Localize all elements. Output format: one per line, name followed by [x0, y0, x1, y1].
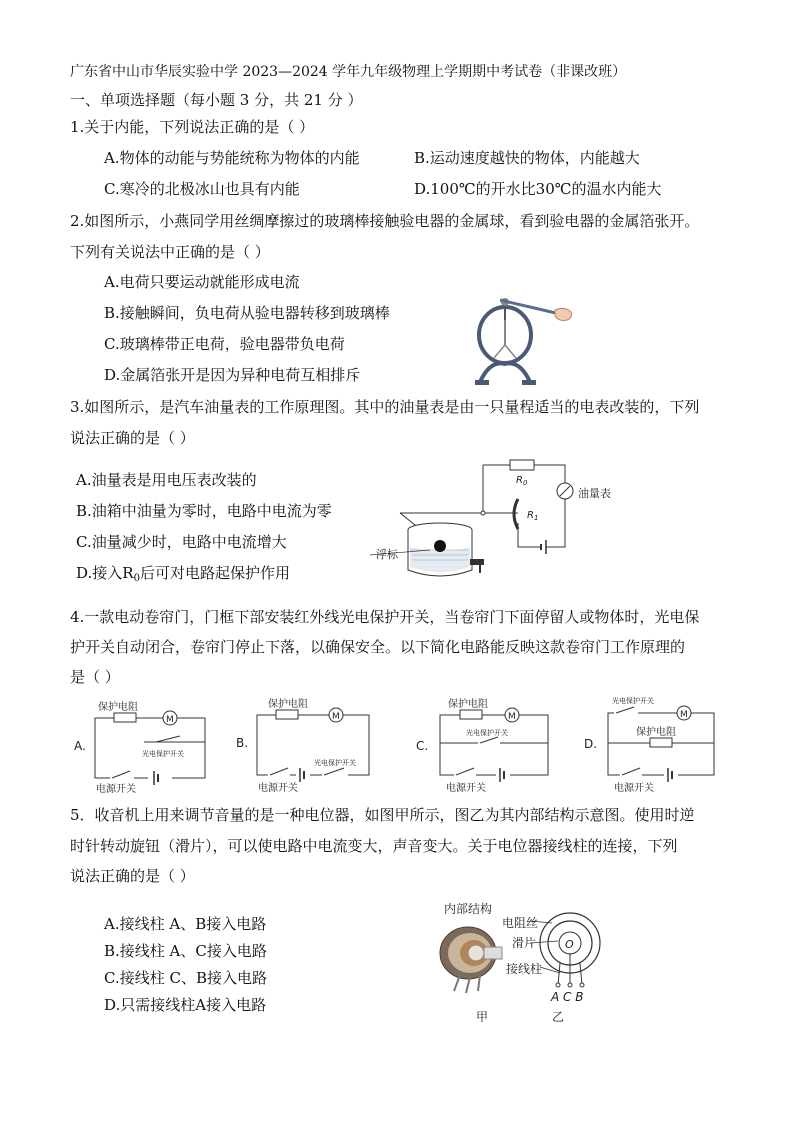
q4-stem-line2: 护开关自动闭合，卷帘门停止下落，以确保安全。以下简化电路能反映这款卷帘门工作原理的 [70, 638, 686, 656]
q1-option-b[interactable]: B.运动速度越快的物体，内能越大 [414, 149, 640, 167]
fig-jia-label: 甲 [476, 1010, 489, 1024]
fig-float-label: 浮标 [376, 548, 398, 561]
q1-option-c[interactable]: C.寒冷的北极冰山也具有内能 [104, 180, 300, 198]
svg-text:保护电阻: 保护电阻 [98, 702, 138, 713]
q3-option-c[interactable]: C.油量减少时，电路中电流增大 [76, 533, 287, 551]
q2-stem-line2: 下列有关说法中正确的是（ ） [70, 243, 270, 261]
q2-stem-line1: 2.如图所示，小燕同学用丝绸摩擦过的玻璃棒接触验电器的金属球，看到验电器的金属箔张开。 [70, 212, 700, 230]
q2-option-a[interactable]: A.电荷只要运动就能形成电流 [104, 273, 300, 291]
q4-stem-line1: 4.一款电动卷帘门，门框下部安装红外线光电保护开关，当卷帘门下面停留人或物体时，光电保 [70, 608, 700, 626]
fig-r1-label: $R_1$ [527, 510, 539, 522]
circuit-d-label: D. [584, 737, 598, 751]
q1-option-a[interactable]: A.物体的动能与势能统称为物体的内能 [104, 149, 360, 167]
q3-option-d-pre: D.接入R [76, 564, 134, 582]
fig-gauge-label: 油量表 [578, 487, 611, 500]
svg-text:M: M [680, 710, 688, 720]
r0-resistor [510, 460, 534, 470]
circuit-a[interactable] [70, 700, 220, 795]
fuel-gauge-figure [370, 455, 650, 585]
fig-slider-label: 滑片 [512, 936, 537, 950]
fig-yi-label: 乙 [552, 1010, 565, 1024]
q1-option-d[interactable]: D.100℃的开水比30℃的温水内能大 [414, 180, 662, 198]
svg-text:M: M [166, 715, 174, 725]
q5-option-c[interactable]: C.接线柱 C、B接入电路 [104, 969, 267, 987]
q5-stem-line3: 说法正确的是（ ） [70, 867, 195, 885]
svg-text:电源开关: 电源开关 [446, 783, 486, 794]
q5-option-d[interactable]: D.只需接线柱A接入电路 [104, 996, 267, 1014]
svg-text:光电保护开关: 光电保护开关 [612, 697, 654, 705]
svg-text:保护电阻: 保护电阻 [636, 727, 676, 738]
q2-option-d[interactable]: D.金属箔张开是因为异种电荷互相排斥 [104, 366, 361, 384]
circuit-a-label: A. [74, 739, 86, 753]
svg-text:M: M [508, 712, 516, 722]
q4-stem-line3: 是（ ） [70, 668, 120, 686]
fig-terminal-label: 接线柱 [506, 962, 543, 976]
q5-option-b[interactable]: B.接线柱 A、C接入电路 [104, 942, 267, 960]
svg-text:电源开关: 电源开关 [258, 783, 298, 794]
q3-option-d-sub: 0 [133, 573, 140, 584]
q3-option-b[interactable]: B.油箱中油量为零时，电路中电流为零 [76, 502, 332, 520]
svg-text:电源开关: 电源开关 [614, 783, 654, 794]
circuit-c[interactable] [412, 695, 562, 795]
circuit-d[interactable] [580, 693, 730, 795]
q2-option-c[interactable]: C.玻璃棒带正电荷，验电器带负电荷 [104, 335, 345, 353]
q3-option-d[interactable] [76, 563, 290, 589]
q3-option-a[interactable]: A.油量表是用电压表改装的 [76, 471, 257, 489]
circuit-b-label: B. [236, 736, 249, 750]
svg-text:O: O [565, 938, 574, 951]
q3-option-d-post: 后可对电路起保护作用 [139, 564, 290, 582]
svg-text:电源开关: 电源开关 [96, 784, 136, 795]
fig-r0-label: $R_0$ [516, 475, 528, 487]
q3-stem-line1: 3.如图所示，是汽车油量表的工作原理图。其中的油量表是由一只量程适当的电表改装的，下列 [70, 398, 700, 416]
q5-stem-line2: 时针转动旋钮（滑片），可以使电路中电流变大，声音变大。关于电位器接线柱的连接，下列 [70, 837, 678, 855]
electroscope-figure [460, 290, 580, 386]
svg-text:M: M [332, 712, 340, 722]
fig-abc-label: A C B [551, 990, 584, 1004]
svg-text:光电保护开关: 光电保护开关 [142, 750, 184, 758]
svg-text:保护电阻: 保护电阻 [268, 699, 308, 710]
exam-title: 广东省中山市华辰实验中学 2023—2024 学年九年级物理上学期期中考试卷（非课改班） [70, 64, 627, 80]
fig-wire-label: 电阻丝 [502, 916, 539, 930]
q5-option-a[interactable]: A.接线柱 A、B接入电路 [104, 915, 267, 933]
section-heading: 一、单项选择题（每小题 3 分，共 21 分 ） [70, 91, 363, 109]
circuit-b[interactable] [232, 695, 382, 795]
svg-text:光电保护开关: 光电保护开关 [314, 759, 356, 767]
svg-text:保护电阻: 保护电阻 [448, 699, 488, 710]
r1-arc [514, 499, 518, 529]
circuit-c-label: C. [416, 739, 429, 753]
float-ball [434, 540, 446, 552]
fig-inner-label: 内部结构 [444, 902, 493, 916]
q3-stem-line2: 说法正确的是（ ） [70, 429, 195, 447]
potentiometer-figure [430, 895, 630, 1025]
q1-stem: 1.关于内能，下列说法正确的是（ ） [70, 118, 315, 136]
svg-text:光电保护开关: 光电保护开关 [466, 729, 508, 737]
q5-stem-line1: 5．收音机上用来调节音量的是一种电位器，如图甲所示，图乙为其内部结构示意图。使用时逆 [70, 806, 695, 824]
q2-option-b[interactable]: B.接触瞬间，负电荷从验电器转移到玻璃棒 [104, 304, 390, 322]
